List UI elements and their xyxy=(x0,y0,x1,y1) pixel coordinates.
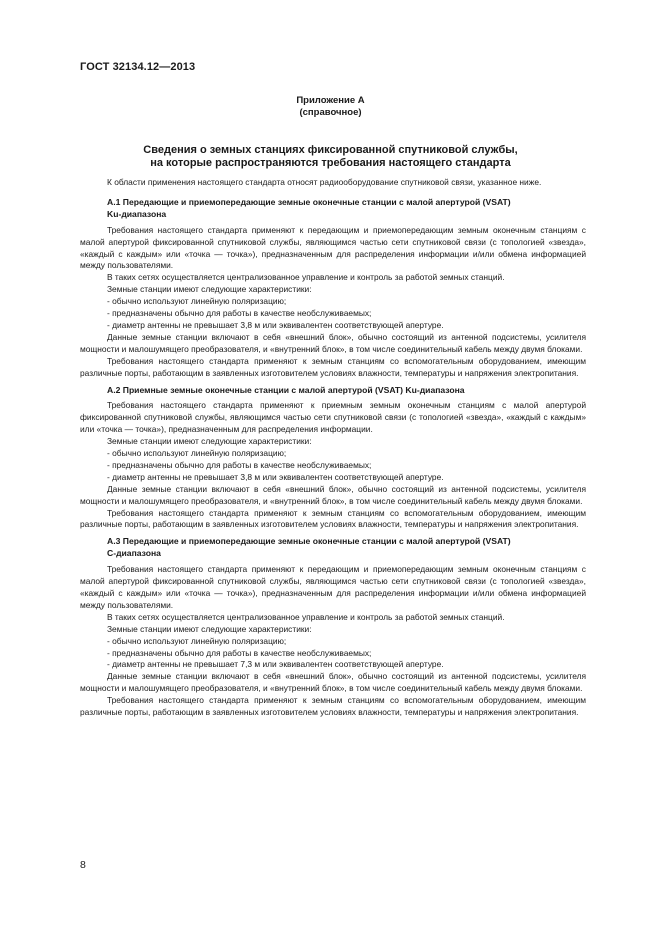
section-a3-paragraph: Требования настоящего стандарта применяют к земным станциям со вспомогательным оборудованием, имеющим различные порты, работающим в заявленных изготовителем условиях влажности, температуры и напряжения электропитания. xyxy=(80,695,586,718)
section-a2-paragraph: Требования настоящего стандарта применяют к приемным земным оконечным станциям с малой апертурой фиксированной спутниковой службы, являющимся частью сети спутниковой связи (с топологией «звезда», «каждый с каждым» или «точка — точка»), предназначенным для распределения информации. xyxy=(80,400,586,435)
section-a3-list-item: - диаметр антенны не превышает 7,3 м или эквивалентен соответствующей апертуре. xyxy=(107,659,444,670)
appendix-title-line-2: на которые распространяются требования настоящего стандарта xyxy=(150,157,511,169)
section-a3-list-item: - обычно используют линейную поляризацию; xyxy=(107,635,287,646)
section-a1-paragraph: Требования настоящего стандарта применяют к передающим и приемопередающим земным оконечным станциям с малой апертурой фиксированной спутниковой службы, являющимся частью сети спутниковой связи (с топологией «звезда», «каждый с каждым» или «точка — точка»), предназначенным для распределения информации и/или обмена информацией между пользователями. xyxy=(80,224,586,271)
section-a3-list-item: - предназначены обычно для работы в качестве необслуживаемых; xyxy=(107,647,372,658)
section-a2-list-item: - предназначены обычно для работы в качестве необслуживаемых; xyxy=(107,459,372,470)
section-a3-paragraph: В таких сетях осуществляется централизованное управление и контроль за работой земных станций. xyxy=(107,611,505,622)
section-a2-list-item: - обычно используют линейную поляризацию; xyxy=(107,448,287,459)
appendix-note: (справочное) xyxy=(299,107,362,118)
section-a2-paragraph: Земные станции имеют следующие характеристики: xyxy=(107,436,312,447)
section-a3-paragraph: Данные земные станции включают в себя «внешний блок», обычно состоящий из антенной подсистемы, усилителя мощности и малошумящего преобразователя, и «внутренний блок», в том числе соединительный кабель между двумя блоками. xyxy=(80,671,586,694)
appendix-title-line-1: Сведения о земных станциях фиксированной спутниковой службы, xyxy=(143,144,518,156)
section-a2-heading xyxy=(80,385,586,397)
section-a2-heading-line-1: А.2 Приемные земные оконечные станции с малой апертурой (VSAT) Ku-диапазона xyxy=(107,384,465,395)
section-a3-paragraph: Требования настоящего стандарта применяют к передающим и приемопередающим земным оконечным станциям с малой апертурой фиксированной спутниковой службы, являющимся частью сети спутниковой связи (с топологией «звезда», «каждый с каждым» или «точка — точка»), предназначенным для распределения информации и/или обмена информацией между пользователями. xyxy=(80,564,586,610)
section-a3-heading-line-1: А.3 Передающие и приемопередающие земные оконечные станции с малой апертурой (VSAT) xyxy=(107,536,511,547)
page-number: 8 xyxy=(80,859,86,871)
section-a1-heading-line-2: Ku-диапазона xyxy=(107,208,167,219)
section-a1-paragraph: В таких сетях осуществляется централизованное управление и контроль за работой земных станций. xyxy=(107,272,505,283)
section-a1-list-item: - диаметр антенны не превышает 3,8 м или эквивалентен соответствующей апертуре. xyxy=(107,319,444,330)
section-a3-heading-line-2: С-диапазона xyxy=(107,548,161,559)
section-a1-list-item: - обычно используют линейную поляризацию; xyxy=(107,296,287,307)
section-a1-heading-line-1: А.1 Передающие и приемопередающие земные оконечные станции с малой апертурой (VSAT) xyxy=(107,196,511,207)
document-body xyxy=(80,177,586,719)
section-a2-paragraph: Данные земные станции включают в себя «внешний блок», обычно состоящий из антенной подсистемы, усилителя мощности и малошумящего преобразователя, и «внутренний блок», в том числе соединительный кабель между двумя блоками. xyxy=(80,483,586,506)
section-a3-heading xyxy=(80,536,586,560)
appendix-label: Приложение А xyxy=(296,95,365,106)
section-a1-heading xyxy=(80,197,586,221)
section-a3-paragraph: Земные станции имеют следующие характеристики: xyxy=(107,623,312,634)
section-a1-paragraph: Земные станции имеют следующие характеристики: xyxy=(107,284,312,295)
intro-paragraph: К области применения настоящего стандарта относят радиооборудование спутниковой связи, указанное ниже. xyxy=(107,177,542,187)
section-a2-list-item: - диаметр антенны не превышает 3,8 м или эквивалентен соответствующей апертуре. xyxy=(107,471,444,482)
document-header: ГОСТ 32134.12—2013 xyxy=(80,61,196,73)
section-a1-list-item: - предназначены обычно для работы в качестве необслуживаемых; xyxy=(107,308,372,319)
section-a2-paragraph: Требования настоящего стандарта применяют к земным станциям со вспомогательным оборудованием, имеющим различные порты, работающим в заявленных изготовителем условиях влажности, температуры и напряжения электропитания. xyxy=(80,507,586,530)
section-a1-paragraph: Требования настоящего стандарта применяют к земным станциям со вспомогательным оборудованием, имеющим различные порты, работающим в заявленных изготовителем условиях влажности, температуры и напряжения электропитания. xyxy=(80,355,586,378)
section-a1-paragraph: Данные земные станции включают в себя «внешний блок», обычно состоящий из антенной подсистемы, усилителя мощности и малошумящего преобразователя, и «внутренний блок», в том числе соединительный кабель между двумя блоками. xyxy=(80,331,586,354)
